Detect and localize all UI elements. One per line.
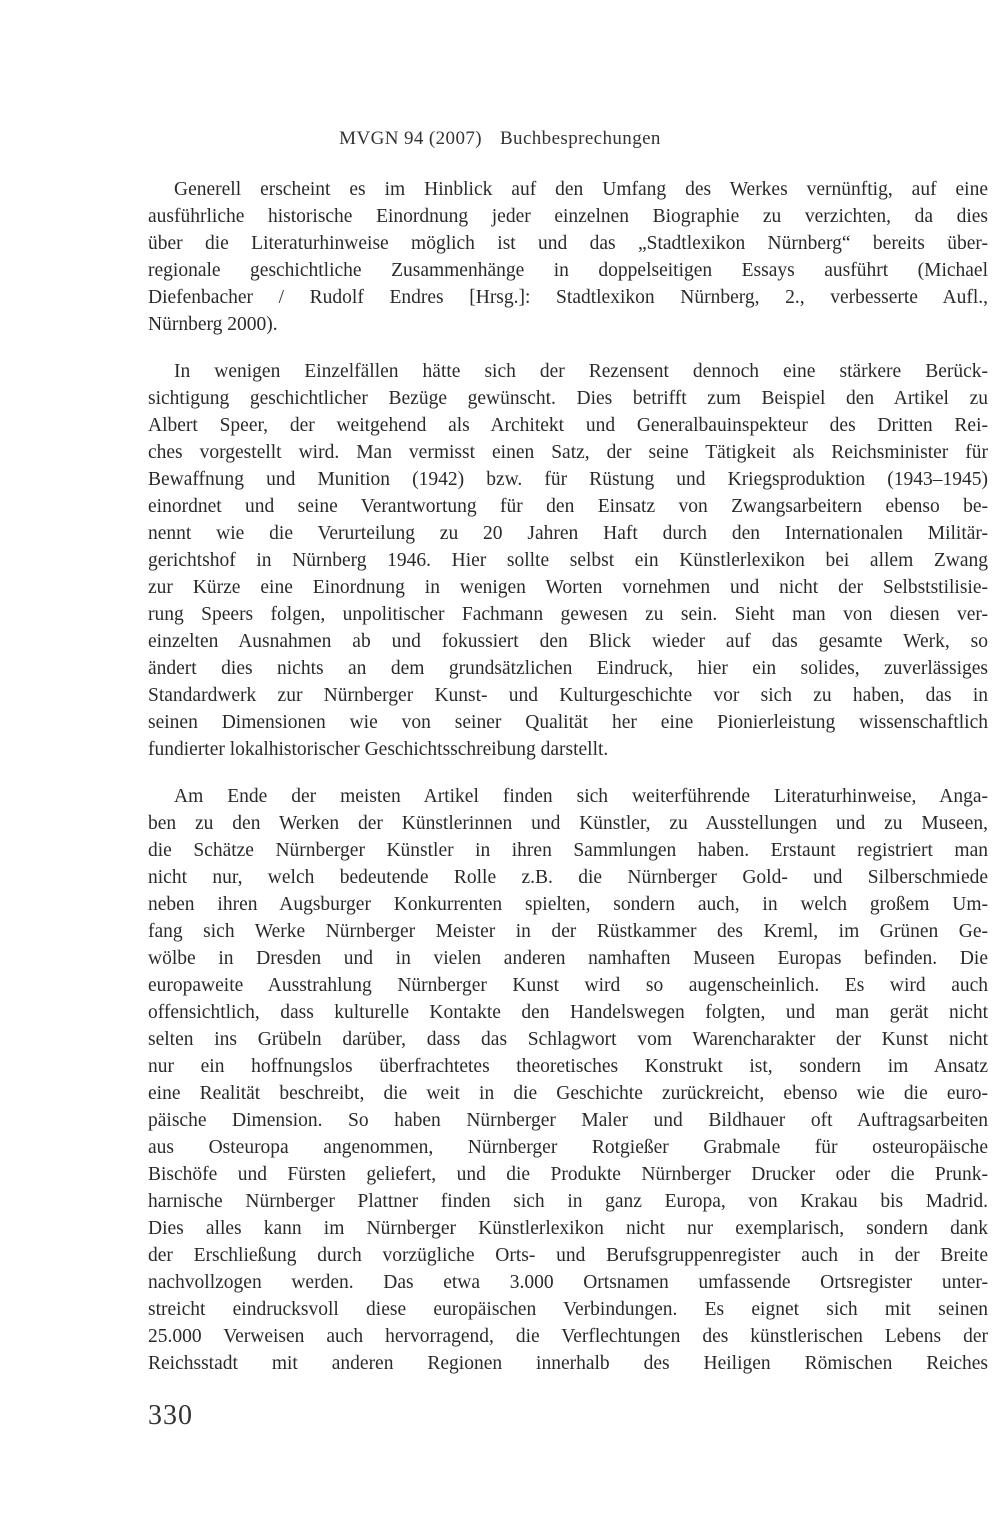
- journal-citation: MVGN 94 (2007): [339, 128, 482, 149]
- text-line: aus Osteuropa angenommen, Nürnberger Rotgießer Grabmale für osteuropäische: [148, 1137, 988, 1158]
- text-line: fundierter lokalhistorischer Geschichtsschreibung darstellt.: [148, 739, 609, 760]
- text-line: neben ihren Augsburger Konkurrenten spielten, sondern auch, in welch großem Um-: [148, 894, 988, 915]
- section-title: Buchbesprechungen: [499, 128, 661, 149]
- text-line: wölbe in Dresden und in vielen anderen namhaften Museen Europas befinden. Die: [148, 948, 988, 969]
- text-line: offensichtlich, dass kulturelle Kontakte den Handelswegen folgten, und man gerät nicht: [148, 1002, 988, 1023]
- text-line: gerichtshof in Nürnberg 1946. Hier sollte selbst ein Künstlerlexikon bei allem Zwang: [148, 550, 988, 571]
- text-line: ändert dies nichts an dem grundsätzlichen Eindruck, hier ein solides, zuverlässiges: [148, 658, 988, 679]
- text-line: nennt wie die Verurteilung zu 20 Jahren Haft durch den Internationalen Militär-: [148, 523, 988, 544]
- paragraph: [148, 358, 996, 763]
- text-line: ausführliche historische Einordnung jeder einzelnen Biographie zu verzichten, da dies: [148, 206, 988, 227]
- text-line: seinen Dimensionen wie von seiner Qualität her eine Pionierleistung wissenschaftlich: [148, 712, 988, 733]
- text-line: streicht eindrucksvoll diese europäischen Verbindungen. Es eignet sich mit seinen: [148, 1299, 988, 1320]
- text-line: Bischöfe und Fürsten geliefert, und die Produkte Nürnberger Drucker oder die Prunk-: [148, 1164, 988, 1185]
- page-number: 330: [148, 1400, 193, 1431]
- text-line: Am Ende der meisten Artikel finden sich weiterführende Literaturhinweise, Anga-: [174, 786, 988, 807]
- text-line: regionale geschichtliche Zusammenhänge in doppelseitigen Essays ausführt (Michael: [148, 260, 988, 281]
- text-line: selten ins Grübeln darüber, dass das Schlagwort vom Warencharakter der Kunst nicht: [148, 1029, 988, 1050]
- text-line: Albert Speer, der weitgehend als Architekt und Generalbauinspekteur des Dritten Rei-: [148, 415, 988, 436]
- text-line: Dies alles kann im Nürnberger Künstlerlexikon nicht nur exemplarisch, sondern dank: [148, 1218, 988, 1239]
- text-line: nicht nur, welch bedeutende Rolle z.B. die Nürnberger Gold- und Silberschmiede: [148, 867, 988, 888]
- text-line: Nürnberg 2000).: [148, 314, 278, 335]
- text-line: Diefenbacher / Rudolf Endres [Hrsg.]: Stadtlexikon Nürnberg, 2., verbesserte Aufl.,: [148, 287, 988, 308]
- text-line: nachvollzogen werden. Das etwa 3.000 Ortsnamen umfassende Ortsregister unter-: [148, 1272, 988, 1293]
- text-line: nur ein hoffnungslos überfrachtetes theoretisches Konstrukt ist, sondern im Ansatz: [148, 1056, 988, 1077]
- text-line: europaweite Ausstrahlung Nürnberger Kunst wird so augenscheinlich. Es wird auch: [148, 975, 988, 996]
- text-line: einzelten Ausnahmen ab und fokussiert den Blick wieder auf das gesamte Werk, so: [148, 631, 988, 652]
- text-line: ches vorgestellt wird. Man vermisst einen Satz, der seine Tätigkeit als Reichsminister für: [148, 442, 988, 463]
- text-line: rung Speers folgen, unpolitischer Fachmann gewesen zu sein. Sieht man von diesen ver-: [148, 604, 988, 625]
- text-line: harnische Nürnberger Plattner finden sich in ganz Europa, von Krakau bis Madrid.: [148, 1191, 988, 1212]
- article-body: [148, 176, 996, 1396]
- text-line: sichtigung geschichtlicher Bezüge gewünscht. Dies betrifft zum Beispiel den Artikel zu: [148, 388, 988, 409]
- text-line: Reichsstadt mit anderen Regionen innerhalb des Heiligen Römischen Reiches: [148, 1353, 988, 1374]
- running-head: [148, 128, 852, 150]
- text-line: 25.000 Verweisen auch hervorragend, die Verflechtungen des künstlerischen Lebens der: [148, 1326, 988, 1347]
- text-line: der Erschließung durch vorzügliche Orts- und Berufsgruppenregister auch in der Breite: [148, 1245, 988, 1266]
- text-line: einordnet und seine Verantwortung für den Einsatz von Zwangsarbeitern ebenso be-: [148, 496, 988, 517]
- text-line: eine Realität beschreibt, die weit in die Geschichte zurückreicht, ebenso wie die euro-: [148, 1083, 988, 1104]
- text-line: In wenigen Einzelfällen hätte sich der Rezensent dennoch eine stärkere Berück-: [174, 361, 988, 382]
- text-line: fang sich Werke Nürnberger Meister in der Rüstkammer des Kreml, im Grünen Ge-: [148, 921, 988, 942]
- text-line: Generell erscheint es im Hinblick auf den Umfang des Werkes vernünftig, auf eine: [174, 179, 988, 200]
- paragraph: [148, 783, 996, 1377]
- text-line: ben zu den Werken der Künstlerinnen und Künstler, zu Ausstellungen und zu Museen,: [148, 813, 988, 834]
- text-line: die Schätze Nürnberger Künstler in ihren Sammlungen haben. Erstaunt registriert man: [148, 840, 988, 861]
- text-line: über die Literaturhinweise möglich ist und das „Stadtlexikon Nürnberg“ bereits über-: [148, 233, 988, 254]
- text-line: zur Kürze eine Einordnung in wenigen Worten vornehmen und nicht der Selbststilisie-: [148, 577, 988, 598]
- paragraph: [148, 176, 996, 338]
- text-line: päische Dimension. So haben Nürnberger Maler und Bildhauer oft Auftragsarbeiten: [148, 1110, 988, 1131]
- text-line: Bewaffnung und Munition (1942) bzw. für Rüstung und Kriegsproduktion (1943–1945): [148, 469, 988, 490]
- text-line: Standardwerk zur Nürnberger Kunst- und Kulturgeschichte vor sich zu haben, das in: [148, 685, 988, 706]
